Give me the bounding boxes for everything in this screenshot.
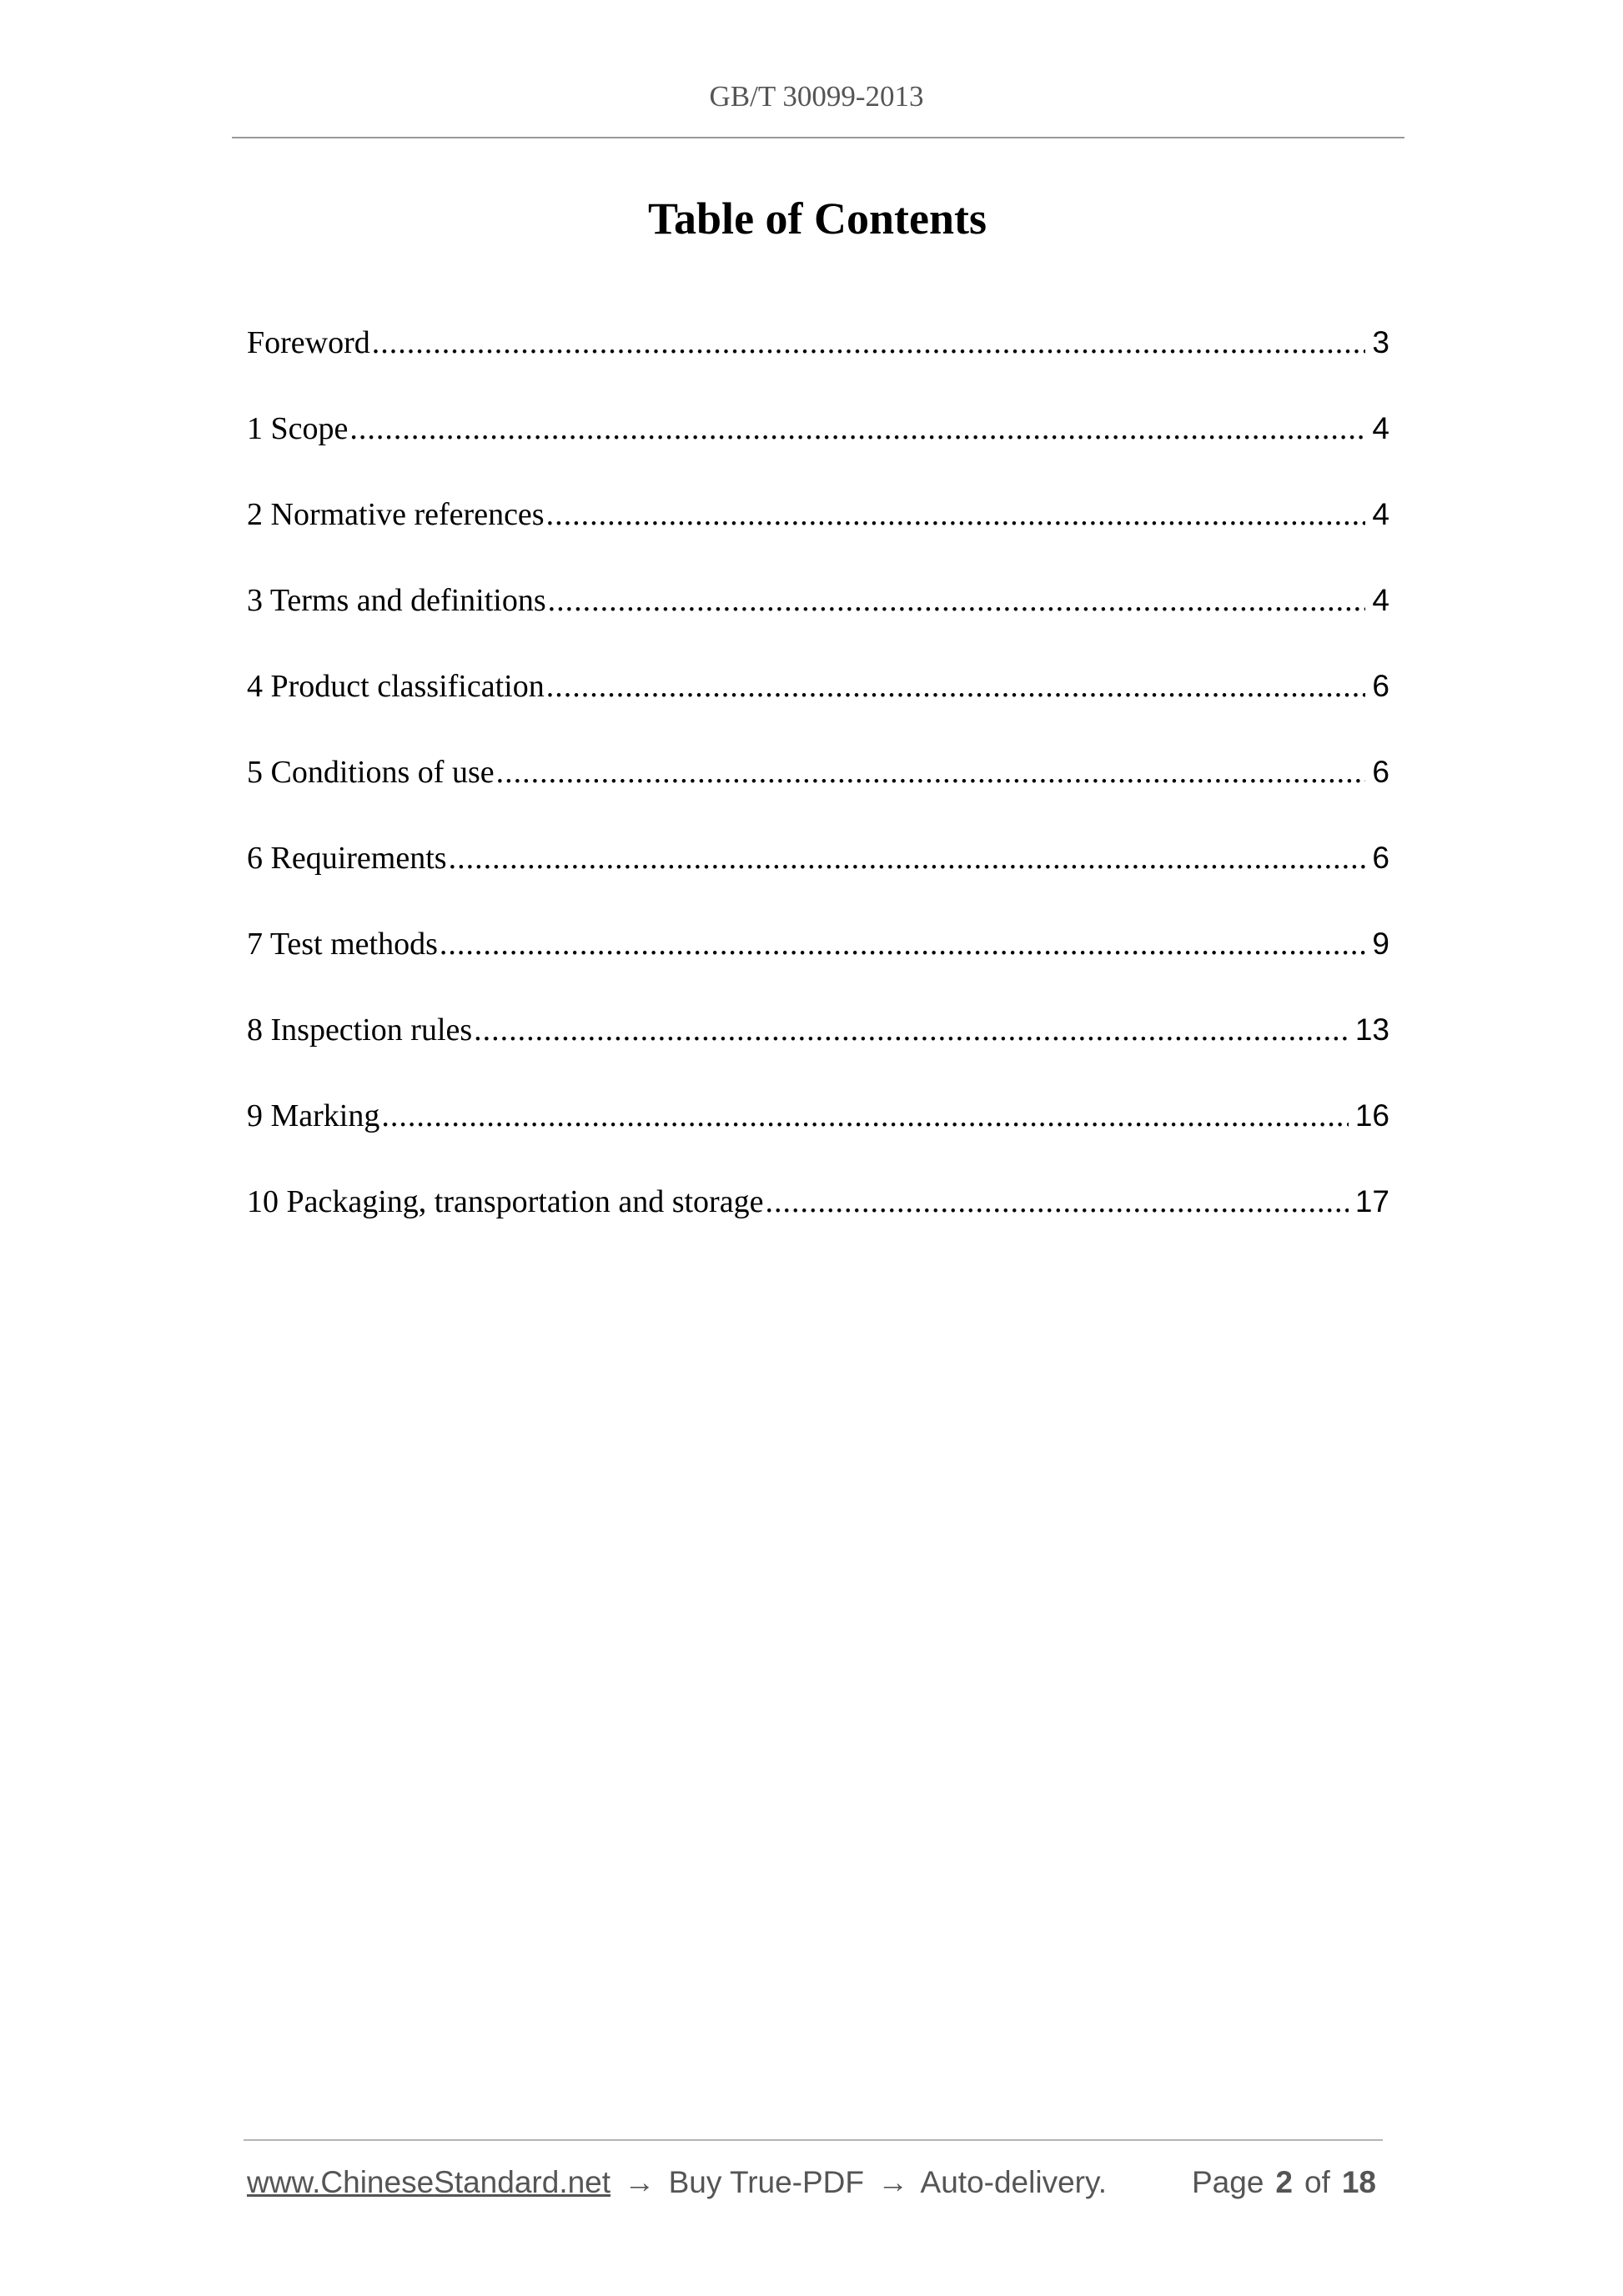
toc-entry-conditions-of-use[interactable]: [247, 754, 1389, 840]
footer-divider: [244, 2139, 1383, 2141]
toc-dot-leader: [474, 1012, 1349, 1048]
toc-list: [247, 324, 1389, 1269]
toc-entry-test-methods[interactable]: [247, 926, 1389, 1012]
toc-dot-leader: [381, 1098, 1348, 1134]
toc-entry-page: 16: [1354, 1098, 1389, 1133]
toc-entry-page: 6: [1372, 755, 1389, 789]
toc-dot-leader: [372, 324, 1366, 361]
toc-title: Table of Contents: [647, 193, 987, 244]
page-total: 18: [1341, 2165, 1376, 2199]
toc-dot-leader: [449, 840, 1366, 877]
page-footer: [247, 2163, 1376, 2202]
toc-entry-page: 17: [1354, 1184, 1389, 1218]
toc-entry-page: 4: [1372, 411, 1389, 445]
toc-dot-leader: [765, 1183, 1348, 1220]
toc-entry-page: 13: [1354, 1012, 1389, 1047]
toc-entry-label: 2 Normative references: [247, 497, 545, 532]
toc-entry-label: 7 Test methods: [247, 927, 438, 962]
toc-entry-label: 4 Product classification: [247, 669, 545, 704]
toc-entry-page: 6: [1372, 669, 1389, 703]
toc-entry-page: 4: [1372, 583, 1389, 617]
toc-entry-inspection-rules[interactable]: [247, 1012, 1389, 1098]
toc-entry-label: Foreword: [247, 325, 370, 360]
toc-entry-page: 9: [1372, 927, 1389, 961]
page-indicator: [1192, 2163, 1376, 2202]
toc-dot-leader: [548, 582, 1366, 619]
header-divider: [232, 137, 1404, 138]
toc-entry-product-classification[interactable]: [247, 668, 1389, 754]
toc-dot-leader: [546, 496, 1366, 533]
toc-entry-marking[interactable]: [247, 1098, 1389, 1183]
toc-entry-page: 4: [1372, 497, 1389, 531]
toc-entry-page: 3: [1372, 325, 1389, 359]
toc-dot-leader: [496, 754, 1366, 791]
toc-dot-leader: [349, 410, 1365, 447]
page-label: Page: [1191, 2165, 1264, 2199]
arrow-right-icon: →: [624, 2165, 656, 2199]
toc-entry-requirements[interactable]: [247, 840, 1389, 926]
toc-entry-scope[interactable]: [247, 410, 1389, 496]
toc-entry-terms-and-definitions[interactable]: [247, 582, 1389, 668]
page-current: 2: [1275, 2165, 1293, 2199]
toc-entry-label: 3 Terms and definitions: [247, 583, 546, 618]
buy-true-pdf-text: Buy True-PDF: [668, 2165, 865, 2199]
page-of-label: of: [1304, 2165, 1330, 2199]
toc-entry-normative-references[interactable]: [247, 496, 1389, 582]
toc-dot-leader: [440, 926, 1366, 962]
toc-entry-label: 6 Requirements: [247, 841, 447, 876]
toc-entry-foreword[interactable]: [247, 324, 1389, 410]
toc-entry-packaging-transportation-storage[interactable]: [247, 1183, 1389, 1269]
document-code-header: GB/T 30099-2013: [709, 80, 924, 113]
toc-entry-label: 5 Conditions of use: [247, 755, 495, 790]
toc-entry-page: 6: [1372, 841, 1389, 875]
toc-entry-label: 9 Marking: [247, 1098, 380, 1133]
toc-entry-label: 10 Packaging, transportation and storage: [247, 1184, 764, 1219]
toc-entry-label: 8 Inspection rules: [247, 1012, 473, 1048]
arrow-right-icon: →: [877, 2165, 909, 2199]
auto-delivery-text: Auto-delivery.: [920, 2165, 1108, 2199]
toc-dot-leader: [546, 668, 1366, 705]
chinesestandard-link[interactable]: www.ChineseStandard.net: [247, 2165, 611, 2199]
toc-entry-label: 1 Scope: [247, 411, 349, 446]
